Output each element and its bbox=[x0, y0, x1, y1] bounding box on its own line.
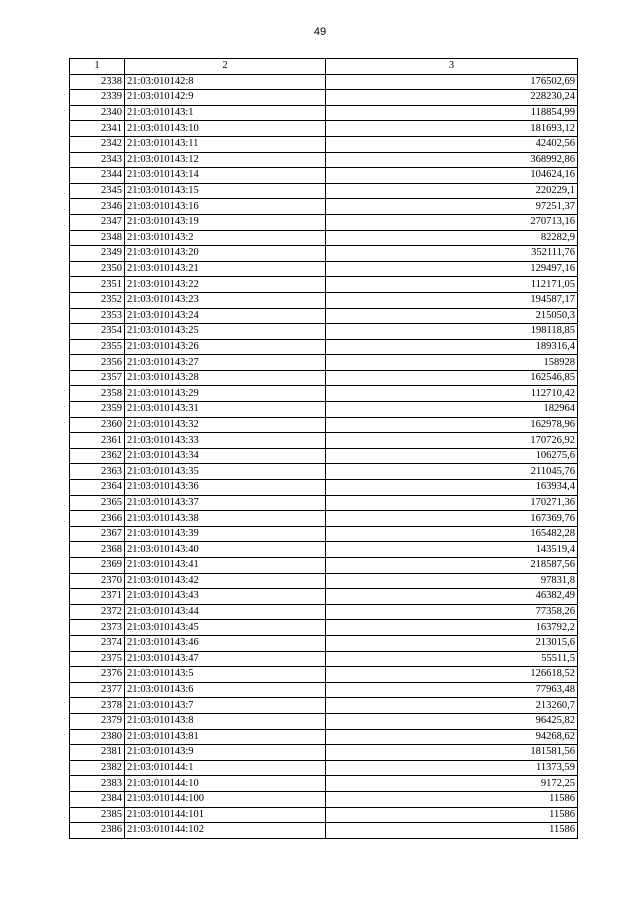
row-number-cell: 2341 bbox=[70, 121, 125, 137]
row-number-cell: 2377 bbox=[70, 682, 125, 698]
table-row bbox=[70, 90, 578, 106]
table-row bbox=[70, 807, 578, 823]
cadastral-number-cell: 21:03:010143:47 bbox=[125, 651, 326, 667]
cadastral-number-cell: 21:03:010143:38 bbox=[125, 511, 326, 527]
value-cell: 163792,2 bbox=[326, 620, 578, 636]
row-number-cell: 2359 bbox=[70, 402, 125, 418]
row-number-cell: 2384 bbox=[70, 791, 125, 807]
row-number-cell: 2349 bbox=[70, 246, 125, 262]
row-number-cell: 2376 bbox=[70, 667, 125, 683]
cadastral-number-cell: 21:03:010143:21 bbox=[125, 261, 326, 277]
cadastral-number-cell: 21:03:010143:11 bbox=[125, 136, 326, 152]
row-number-cell: 2369 bbox=[70, 558, 125, 574]
row-number-cell: 2344 bbox=[70, 168, 125, 184]
row-number-cell: 2362 bbox=[70, 448, 125, 464]
table-row bbox=[70, 121, 578, 137]
row-number-cell: 2380 bbox=[70, 729, 125, 745]
table-row bbox=[70, 339, 578, 355]
value-cell: 228230,24 bbox=[326, 90, 578, 106]
value-cell: 42402,56 bbox=[326, 136, 578, 152]
row-number-cell: 2373 bbox=[70, 620, 125, 636]
cadastral-number-cell: 21:03:010143:23 bbox=[125, 292, 326, 308]
value-cell: 96425,82 bbox=[326, 713, 578, 729]
table-row bbox=[70, 214, 578, 230]
value-cell: 176502,69 bbox=[326, 74, 578, 90]
row-number-cell: 2372 bbox=[70, 604, 125, 620]
value-cell: 270713,16 bbox=[326, 214, 578, 230]
cadastral-number-cell: 21:03:010144:10 bbox=[125, 776, 326, 792]
table-row bbox=[70, 308, 578, 324]
value-cell: 11586 bbox=[326, 791, 578, 807]
page-number: 49 bbox=[313, 26, 327, 38]
cadastral-number-cell: 21:03:010143:39 bbox=[125, 526, 326, 542]
table-row bbox=[70, 105, 578, 121]
cadastral-number-cell: 21:03:010142:9 bbox=[125, 90, 326, 106]
row-number-cell: 2381 bbox=[70, 745, 125, 761]
cadastral-number-cell: 21:03:010143:19 bbox=[125, 214, 326, 230]
value-cell: 167369,76 bbox=[326, 511, 578, 527]
table-row bbox=[70, 620, 578, 636]
cadastral-number-cell: 21:03:010143:5 bbox=[125, 667, 326, 683]
value-cell: 129497,16 bbox=[326, 261, 578, 277]
table-row bbox=[70, 136, 578, 152]
table-row bbox=[70, 823, 578, 839]
row-number-cell: 2374 bbox=[70, 635, 125, 651]
value-cell: 163934,4 bbox=[326, 480, 578, 496]
row-number-cell: 2365 bbox=[70, 495, 125, 511]
cadastral-number-cell: 21:03:010143:31 bbox=[125, 402, 326, 418]
value-cell: 189316,4 bbox=[326, 339, 578, 355]
cadastral-number-cell: 21:03:010143:28 bbox=[125, 370, 326, 386]
cadastral-number-cell: 21:03:010144:1 bbox=[125, 760, 326, 776]
row-number-cell: 2343 bbox=[70, 152, 125, 168]
row-number-cell: 2347 bbox=[70, 214, 125, 230]
value-cell: 170726,92 bbox=[326, 433, 578, 449]
table-row bbox=[70, 495, 578, 511]
value-cell: 11586 bbox=[326, 823, 578, 839]
cadastral-number-cell: 21:03:010143:9 bbox=[125, 745, 326, 761]
cadastral-number-cell: 21:03:010143:8 bbox=[125, 713, 326, 729]
table-row bbox=[70, 542, 578, 558]
table-row bbox=[70, 386, 578, 402]
table-row bbox=[70, 573, 578, 589]
row-number-cell: 2378 bbox=[70, 698, 125, 714]
table-row bbox=[70, 480, 578, 496]
row-number-cell: 2346 bbox=[70, 199, 125, 215]
value-cell: 11373,59 bbox=[326, 760, 578, 776]
table-row bbox=[70, 355, 578, 371]
row-number-cell: 2383 bbox=[70, 776, 125, 792]
column-header-1: 1 bbox=[70, 59, 125, 75]
value-cell: 77963,48 bbox=[326, 682, 578, 698]
value-cell: 198118,85 bbox=[326, 324, 578, 340]
value-cell: 82282,9 bbox=[326, 230, 578, 246]
cadastral-number-cell: 21:03:010143:16 bbox=[125, 199, 326, 215]
value-cell: 181693,12 bbox=[326, 121, 578, 137]
cadastral-number-cell: 21:03:010143:81 bbox=[125, 729, 326, 745]
table-header-row bbox=[70, 59, 578, 75]
value-cell: 143519,4 bbox=[326, 542, 578, 558]
cadastral-number-cell: 21:03:010143:36 bbox=[125, 480, 326, 496]
value-cell: 181581,56 bbox=[326, 745, 578, 761]
row-number-cell: 2354 bbox=[70, 324, 125, 340]
cadastral-number-cell: 21:03:010143:46 bbox=[125, 635, 326, 651]
value-cell: 213260,7 bbox=[326, 698, 578, 714]
row-number-cell: 2363 bbox=[70, 464, 125, 480]
cadastral-number-cell: 21:03:010142:8 bbox=[125, 74, 326, 90]
cadastral-number-cell: 21:03:010143:27 bbox=[125, 355, 326, 371]
row-number-cell: 2355 bbox=[70, 339, 125, 355]
row-number-cell: 2339 bbox=[70, 90, 125, 106]
table-row bbox=[70, 433, 578, 449]
value-cell: 218587,56 bbox=[326, 558, 578, 574]
cadastral-number-cell: 21:03:010143:7 bbox=[125, 698, 326, 714]
row-number-cell: 2366 bbox=[70, 511, 125, 527]
cadastral-number-cell: 21:03:010143:10 bbox=[125, 121, 326, 137]
row-number-cell: 2368 bbox=[70, 542, 125, 558]
cadastral-number-cell: 21:03:010143:25 bbox=[125, 324, 326, 340]
row-number-cell: 2379 bbox=[70, 713, 125, 729]
row-number-cell: 2386 bbox=[70, 823, 125, 839]
table-row bbox=[70, 635, 578, 651]
value-cell: 11586 bbox=[326, 807, 578, 823]
table-row bbox=[70, 667, 578, 683]
cadastral-number-cell: 21:03:010143:35 bbox=[125, 464, 326, 480]
cadastral-number-cell: 21:03:010143:37 bbox=[125, 495, 326, 511]
value-cell: 368992,86 bbox=[326, 152, 578, 168]
row-number-cell: 2342 bbox=[70, 136, 125, 152]
table-row bbox=[70, 745, 578, 761]
cadastral-number-cell: 21:03:010143:6 bbox=[125, 682, 326, 698]
value-cell: 162978,96 bbox=[326, 417, 578, 433]
value-cell: 352111,76 bbox=[326, 246, 578, 262]
table-row bbox=[70, 277, 578, 293]
row-number-cell: 2385 bbox=[70, 807, 125, 823]
table-row bbox=[70, 604, 578, 620]
table-row bbox=[70, 292, 578, 308]
value-cell: 94268,62 bbox=[326, 729, 578, 745]
row-number-cell: 2348 bbox=[70, 230, 125, 246]
cadastral-number-cell: 21:03:010143:2 bbox=[125, 230, 326, 246]
cadastral-number-cell: 21:03:010143:15 bbox=[125, 183, 326, 199]
value-cell: 97831,8 bbox=[326, 573, 578, 589]
value-cell: 55511,5 bbox=[326, 651, 578, 667]
value-cell: 213015,6 bbox=[326, 635, 578, 651]
cadastral-number-cell: 21:03:010144:102 bbox=[125, 823, 326, 839]
cadastral-number-cell: 21:03:010144:100 bbox=[125, 791, 326, 807]
row-number-cell: 2382 bbox=[70, 760, 125, 776]
table-row bbox=[70, 246, 578, 262]
row-number-cell: 2338 bbox=[70, 74, 125, 90]
cadastral-number-cell: 21:03:010143:22 bbox=[125, 277, 326, 293]
row-number-cell: 2371 bbox=[70, 589, 125, 605]
value-cell: 170271,36 bbox=[326, 495, 578, 511]
table-row bbox=[70, 168, 578, 184]
cadastral-number-cell: 21:03:010143:34 bbox=[125, 448, 326, 464]
value-cell: 182964 bbox=[326, 402, 578, 418]
row-number-cell: 2356 bbox=[70, 355, 125, 371]
table-row bbox=[70, 183, 578, 199]
row-number-cell: 2352 bbox=[70, 292, 125, 308]
table-row bbox=[70, 324, 578, 340]
cadastral-number-cell: 21:03:010143:1 bbox=[125, 105, 326, 121]
cadastral-value-table bbox=[69, 58, 578, 839]
table-row bbox=[70, 261, 578, 277]
table-row bbox=[70, 682, 578, 698]
cadastral-number-cell: 21:03:010143:12 bbox=[125, 152, 326, 168]
table-row bbox=[70, 776, 578, 792]
row-number-cell: 2353 bbox=[70, 308, 125, 324]
value-cell: 77358,26 bbox=[326, 604, 578, 620]
column-header-2: 2 bbox=[125, 59, 326, 75]
value-cell: 97251,37 bbox=[326, 199, 578, 215]
cadastral-number-cell: 21:03:010143:41 bbox=[125, 558, 326, 574]
value-cell: 158928 bbox=[326, 355, 578, 371]
table-row bbox=[70, 729, 578, 745]
value-cell: 215050,3 bbox=[326, 308, 578, 324]
value-cell: 104624,16 bbox=[326, 168, 578, 184]
cadastral-number-cell: 21:03:010143:26 bbox=[125, 339, 326, 355]
row-number-cell: 2360 bbox=[70, 417, 125, 433]
table-row bbox=[70, 402, 578, 418]
row-number-cell: 2375 bbox=[70, 651, 125, 667]
table-row bbox=[70, 230, 578, 246]
cadastral-number-cell: 21:03:010143:24 bbox=[125, 308, 326, 324]
table-row bbox=[70, 651, 578, 667]
cadastral-number-cell: 21:03:010143:33 bbox=[125, 433, 326, 449]
cadastral-number-cell: 21:03:010143:29 bbox=[125, 386, 326, 402]
value-cell: 9172,25 bbox=[326, 776, 578, 792]
table-body bbox=[70, 74, 578, 838]
value-cell: 112171,05 bbox=[326, 277, 578, 293]
value-cell: 220229,1 bbox=[326, 183, 578, 199]
value-cell: 112710,42 bbox=[326, 386, 578, 402]
value-cell: 194587,17 bbox=[326, 292, 578, 308]
table-row bbox=[70, 511, 578, 527]
table-row bbox=[70, 791, 578, 807]
table-row bbox=[70, 526, 578, 542]
table-row bbox=[70, 417, 578, 433]
table-row bbox=[70, 464, 578, 480]
table-row bbox=[70, 199, 578, 215]
table-row bbox=[70, 698, 578, 714]
cadastral-number-cell: 21:03:010143:45 bbox=[125, 620, 326, 636]
cadastral-number-cell: 21:03:010143:14 bbox=[125, 168, 326, 184]
table-row bbox=[70, 558, 578, 574]
value-cell: 162546,85 bbox=[326, 370, 578, 386]
row-number-cell: 2351 bbox=[70, 277, 125, 293]
cadastral-number-cell: 21:03:010143:44 bbox=[125, 604, 326, 620]
value-cell: 126618,52 bbox=[326, 667, 578, 683]
cadastral-number-cell: 21:03:010143:40 bbox=[125, 542, 326, 558]
value-cell: 118854,99 bbox=[326, 105, 578, 121]
cadastral-number-cell: 21:03:010143:20 bbox=[125, 246, 326, 262]
value-cell: 46382,49 bbox=[326, 589, 578, 605]
row-number-cell: 2357 bbox=[70, 370, 125, 386]
row-number-cell: 2350 bbox=[70, 261, 125, 277]
value-cell: 165482,28 bbox=[326, 526, 578, 542]
table-row bbox=[70, 152, 578, 168]
cadastral-number-cell: 21:03:010144:101 bbox=[125, 807, 326, 823]
row-number-cell: 2370 bbox=[70, 573, 125, 589]
value-cell: 211045,76 bbox=[326, 464, 578, 480]
value-cell: 106275,6 bbox=[326, 448, 578, 464]
table-row bbox=[70, 74, 578, 90]
row-number-cell: 2345 bbox=[70, 183, 125, 199]
table-row bbox=[70, 713, 578, 729]
column-header-3: 3 bbox=[326, 59, 578, 75]
cadastral-number-cell: 21:03:010143:32 bbox=[125, 417, 326, 433]
row-number-cell: 2364 bbox=[70, 480, 125, 496]
table-row bbox=[70, 589, 578, 605]
row-number-cell: 2358 bbox=[70, 386, 125, 402]
row-number-cell: 2367 bbox=[70, 526, 125, 542]
row-number-cell: 2340 bbox=[70, 105, 125, 121]
cadastral-number-cell: 21:03:010143:42 bbox=[125, 573, 326, 589]
table-row bbox=[70, 448, 578, 464]
table-row bbox=[70, 370, 578, 386]
table-row bbox=[70, 760, 578, 776]
row-number-cell: 2361 bbox=[70, 433, 125, 449]
cadastral-number-cell: 21:03:010143:43 bbox=[125, 589, 326, 605]
